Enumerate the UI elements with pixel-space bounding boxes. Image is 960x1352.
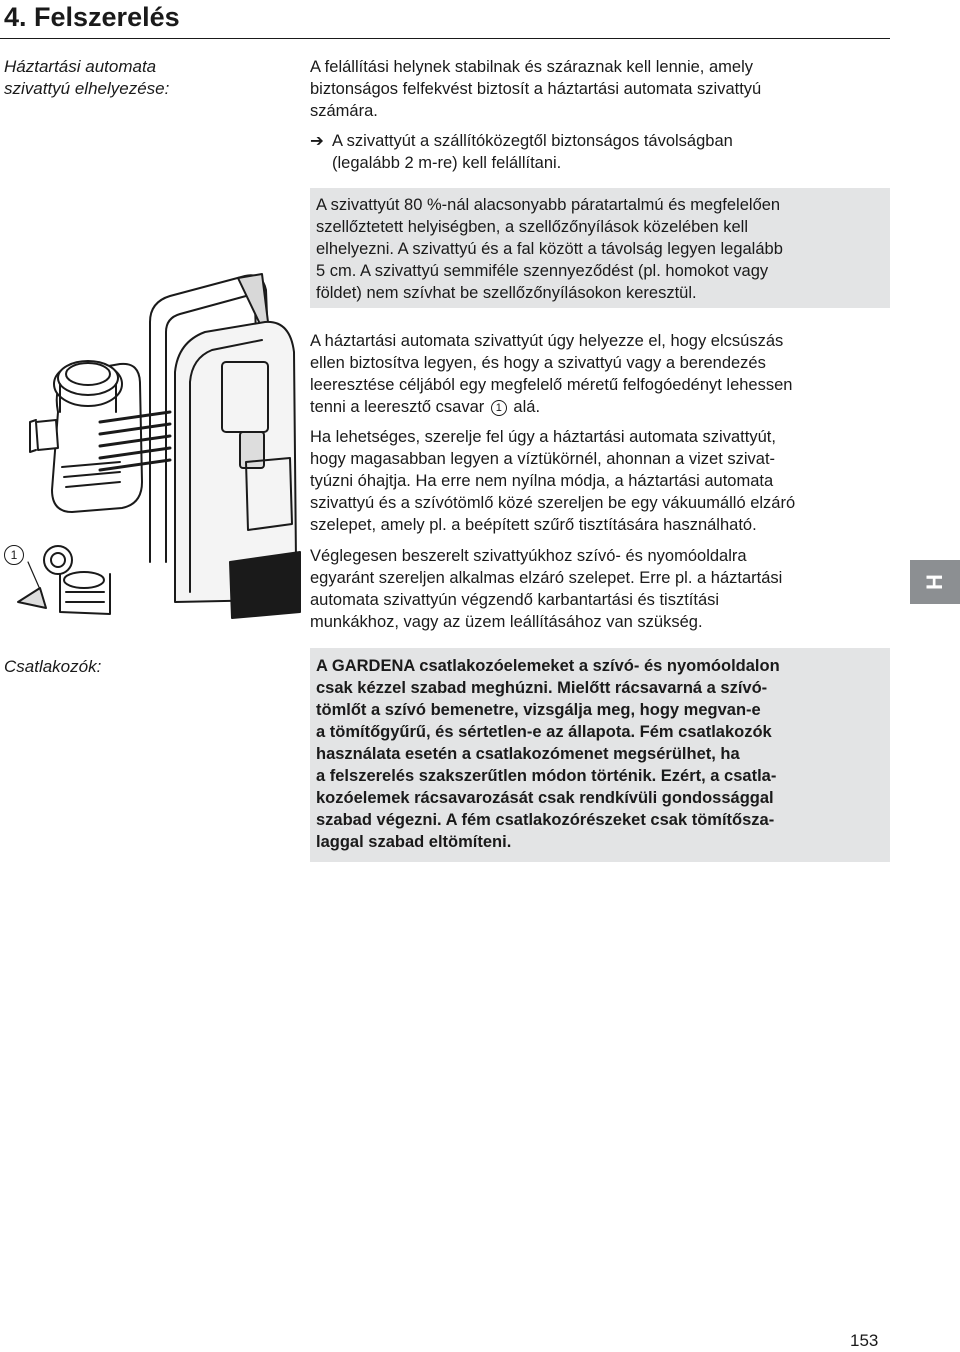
arrow-right-icon: ➔ <box>310 132 324 150</box>
title-rule <box>0 38 890 39</box>
text-line: automata szivattyún végzendő karbantartási és tisztítási <box>310 591 720 609</box>
text-line: A szivattyút a szállítóközegtől biztonságos távolságban <box>332 132 733 150</box>
paragraph-mounting-height <box>310 426 890 536</box>
text-line: munkákhoz, vagy az üzem leállításához van szükség. <box>310 613 703 631</box>
text-line: szivattyú és a szívótömlő közé szereljen be egy vákuumálló elzáró <box>310 494 796 512</box>
text-line: a tömítőgyűrű, és sértetlen-e az állapota. Fém csatlakozók <box>316 723 772 741</box>
text-line: elhelyezni. A szivattyú és a fal között a távolság legyen legalább <box>316 240 783 258</box>
label-line: Háztartási automata <box>4 57 157 76</box>
text-line: 5 cm. A szivattyú semmiféle szennyeződést (pl. homokot vagy <box>316 262 769 280</box>
text-line: számára. <box>310 102 378 120</box>
text-line: hogy magasabban legyen a víztükörnél, ahonnan a vizet szivat- <box>310 450 776 468</box>
text-line: szelepet, amely pl. a beépített szűrő tisztítására használható. <box>310 516 757 534</box>
reference-number-1: 1 <box>491 400 507 416</box>
language-tab <box>910 560 960 604</box>
text-line: tyúzni óhajtja. Ha erre nem nyílna módja, a háztartási automata <box>310 472 774 490</box>
text-line: A GARDENA csatlakozóelemeket a szívó- és nyomóoldalon <box>316 657 780 675</box>
text-fragment: alá. <box>508 398 541 416</box>
text-line: biztonságos felfekvést biztosít a háztartási automata szivattyú <box>310 80 762 98</box>
section-label-placement <box>4 56 244 100</box>
pump-illustration <box>0 262 308 630</box>
text-line: A háztartási automata szivattyút úgy helyezze el, hogy elcsúszás <box>310 332 784 350</box>
warning-text <box>316 194 886 304</box>
arrow-bullet <box>310 130 890 174</box>
text-line: a felszerelés szakszerűtlen módon történik. Ezért, a csatla- <box>316 767 777 785</box>
text-line: használata esetén a csatlakozómenet megsérülhet, ha <box>316 745 740 763</box>
text-line: tömlőt a szívó bemenetre, vizsgálja meg, hogy megvan-e <box>316 701 761 719</box>
page-title: 4. Felszerelés <box>4 2 180 32</box>
connector-warning-text <box>316 655 886 853</box>
text-line: egyaránt szereljen alkalmas elzáró szelepet. Erre pl. a háztartási <box>310 569 783 587</box>
text-line: földet) nem szívhat be szellőzőnyílásokon keresztül. <box>316 284 697 302</box>
text-line: kozóelemek rácsavarozását csak rendkívüli gondossággal <box>316 789 774 807</box>
text-line: szellőztetett helyiségben, a szellőzőnyílások közelében kell <box>316 218 748 236</box>
text-line: Véglegesen beszerelt szivattyúkhoz szívó- és nyomóoldalra <box>310 547 747 565</box>
callout-number-1: 1 <box>4 545 24 565</box>
label-line: szivattyú elhelyezése: <box>4 79 170 98</box>
paragraph-shutoff-valves <box>310 545 890 633</box>
text-line: A szivattyút 80 %-nál alacsonyabb páratartalmú és megfelelően <box>316 196 781 214</box>
page-number: 153 <box>850 1331 879 1350</box>
paragraph-drain <box>310 330 890 418</box>
text-line: A felállítási helynek stabilnak és száraznak kell lennie, amely <box>310 58 753 76</box>
language-tab-letter: H <box>922 574 947 590</box>
section-label-connectors: Csatlakozók: <box>4 657 102 676</box>
text-line: Ha lehetséges, szerelje fel úgy a háztartási automata szivattyút, <box>310 428 776 446</box>
text-line: laggal szabad eltömíteni. <box>316 833 512 851</box>
paragraph-placement-intro <box>310 56 890 122</box>
text-line: (legalább 2 m-re) kell felállítani. <box>332 154 562 172</box>
text-fragment: tenni a leeresztő csavar <box>310 398 489 416</box>
text-line: leeresztése céljából egy megfelelő méretű felfogóedényt lehessen <box>310 376 793 394</box>
text-line: szabad végezni. A fém csatlakozórészeket csak tömítősza- <box>316 811 775 829</box>
text-line: csak kézzel szabad meghúzni. Mielőtt rácsavarná a szívó- <box>316 679 768 697</box>
text-line: ellen biztosítva legyen, és hogy a szivattyú vagy a berendezés <box>310 354 766 372</box>
